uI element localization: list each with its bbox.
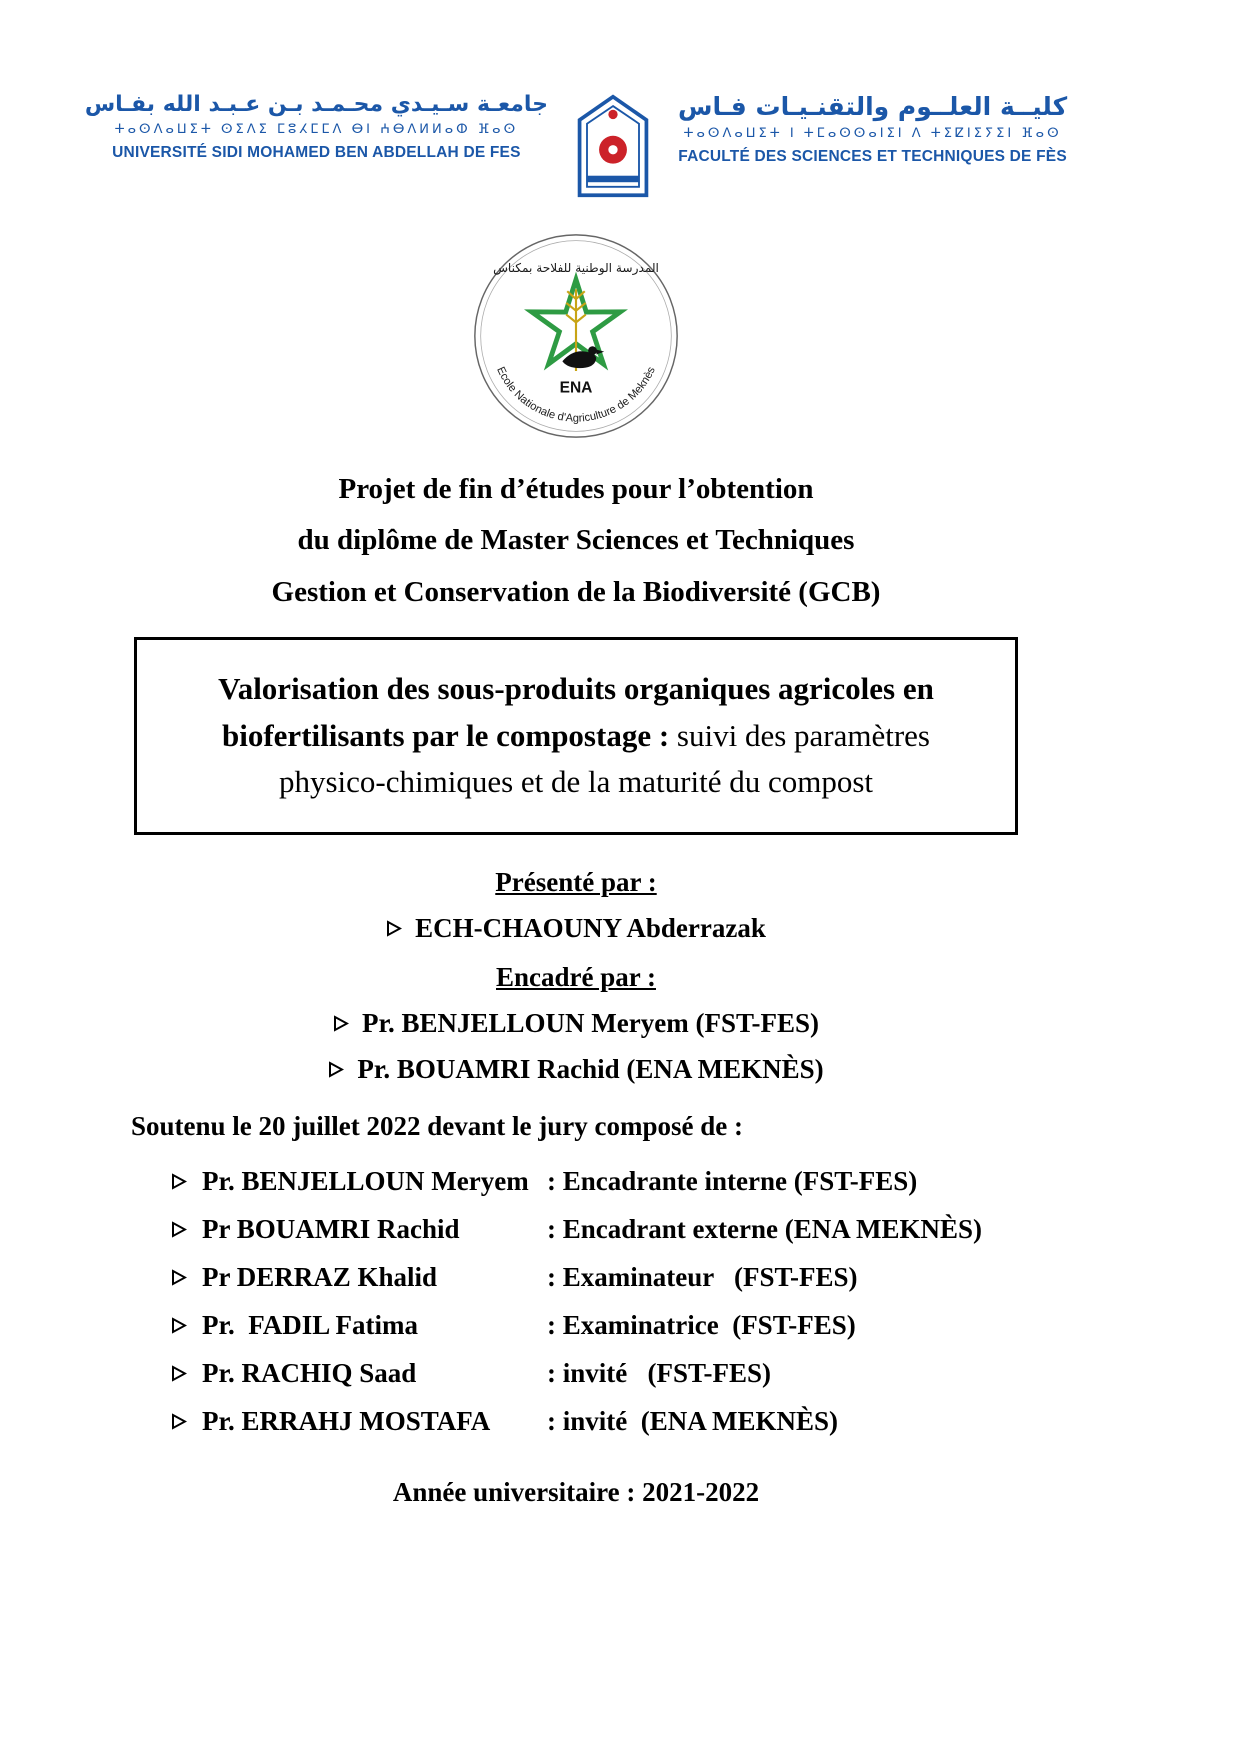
jury-member-name: Pr. BENJELLOUN Meryem bbox=[202, 1165, 529, 1196]
thesis-title-main: Valorisation des sous-produits organiques agricoles en biofertilisants par le compostage : bbox=[218, 671, 934, 753]
presented-by-line bbox=[56, 913, 1096, 944]
arrow-bullet-icon bbox=[171, 1173, 187, 1190]
jury-member-row bbox=[171, 1214, 1096, 1245]
presented-by-heading: Présenté par : bbox=[495, 866, 657, 897]
faculty-name-tifinagh: ⵜⴰⵙⴷⴰⵡⵉⵜ ⵏ ⵜⵎⴰⵙⵙⴰⵏⵉⵏ ⴷ ⵜⵉⵇⵏⵉⵢⵉⵏ ⴼⴰⵙ bbox=[683, 126, 1062, 141]
jury-member-name: Pr DERRAZ Khalid bbox=[202, 1261, 438, 1292]
arrow-bullet-icon bbox=[171, 1413, 187, 1430]
jury-member-row bbox=[171, 1358, 1096, 1389]
degree-line-3: Gestion et Conservation de la Biodiversité (GCB) bbox=[271, 575, 881, 608]
university-block bbox=[85, 92, 548, 162]
arrow-bullet-icon bbox=[171, 1365, 187, 1382]
thesis-title-box bbox=[134, 637, 1018, 835]
arrow-bullet-icon bbox=[171, 1317, 187, 1334]
jury-member-role: : Examinatrice (FST-FES) bbox=[547, 1309, 856, 1340]
page-content bbox=[56, 0, 1096, 1508]
institution-header bbox=[56, 0, 1096, 203]
ena-acronym: ENA bbox=[559, 379, 593, 397]
jury-member-row bbox=[171, 1262, 1096, 1293]
supervisor-line bbox=[56, 1054, 1096, 1085]
ena-seal-icon bbox=[469, 229, 683, 443]
arrow-bullet-icon bbox=[328, 1061, 344, 1078]
jury-member-role: : Encadrante interne (FST-FES) bbox=[547, 1165, 918, 1196]
jury-member-name: Pr. FADIL Fatima bbox=[202, 1309, 418, 1340]
jury-member-role: : Encadrant externe (ENA MEKNÈS) bbox=[547, 1213, 982, 1244]
faculty-name-arabic: كليــة العلــوم والتقنـيـات فـاس bbox=[677, 92, 1068, 121]
degree-line-2: du diplôme de Master Sciences et Techniques bbox=[297, 524, 855, 557]
emblem-base-band bbox=[587, 176, 639, 183]
jury-intro: Soutenu le 20 juillet 2022 devant le jury composé de : bbox=[131, 1110, 743, 1141]
arrow-bullet-icon bbox=[386, 920, 402, 937]
emblem-top-dot bbox=[608, 110, 617, 119]
arrow-bullet-icon bbox=[333, 1015, 349, 1032]
emblem-rosette-center bbox=[608, 145, 617, 154]
supervised-by-heading: Encadré par : bbox=[496, 961, 656, 992]
degree-line-1: Projet de fin d’études pour l’obtention bbox=[338, 473, 814, 505]
arrow-bullet-icon bbox=[171, 1221, 187, 1238]
faculty-block bbox=[678, 92, 1067, 166]
university-logo bbox=[570, 92, 656, 203]
university-name-tifinagh: ⵜⴰⵙⴷⴰⵡⵉⵜ ⵙⵉⴷⵉ ⵎⵓⵃⵎⵎⴷ ⴱⵏ ⵄⴱⴷⵍⵍⴰⵀ ⴼⴰⵙ bbox=[114, 122, 519, 137]
jury-member-row bbox=[171, 1406, 1096, 1437]
supervisor-name: Pr. BENJELLOUN Meryem (FST-FES) bbox=[362, 1007, 819, 1038]
jury-member-row bbox=[171, 1166, 1096, 1197]
faculty-name-latin: FACULTÉ DES SCIENCES ET TECHNIQUES DE FÈS bbox=[678, 148, 1067, 165]
thesis-title-subtitle: suivi des paramètres physico-chimiques et de la maturité du compost bbox=[278, 717, 930, 800]
jury-member-role: : invité (ENA MEKNÈS) bbox=[547, 1405, 839, 1436]
university-name-latin: UNIVERSITÉ SIDI MOHAMED BEN ABDELLAH DE FES bbox=[112, 144, 521, 161]
ena-arabic-text: المدرسة الوطنية للفلاحة بمكناس bbox=[493, 260, 659, 275]
supervisor-name: Pr. BOUAMRI Rachid (ENA MEKNÈS) bbox=[357, 1053, 824, 1084]
jury-member-name: Pr. ERRAHJ MOSTAFA bbox=[202, 1405, 491, 1436]
ena-french-text: Ecole Nationale d'Agriculture de Meknès bbox=[494, 365, 658, 425]
jury-member-role: : Examinateur (FST-FES) bbox=[547, 1261, 858, 1292]
arrow-bullet-icon bbox=[171, 1269, 187, 1286]
academic-year: Année universitaire : 2021-2022 bbox=[392, 1476, 760, 1507]
jury-member-name: Pr BOUAMRI Rachid bbox=[202, 1213, 460, 1244]
jury-list bbox=[171, 1166, 1096, 1437]
university-name-arabic: جامعـة سـيـدي محـمـد بـن عـبـد الله بفـاس bbox=[84, 92, 548, 117]
jury-member-row bbox=[171, 1310, 1096, 1341]
author-name: ECH-CHAOUNY Abderrazak bbox=[415, 912, 766, 943]
ena-logo bbox=[56, 229, 1096, 448]
jury-member-role: : invité (FST-FES) bbox=[547, 1357, 772, 1388]
degree-statement bbox=[56, 474, 1096, 607]
jury-member-name: Pr. RACHIQ Saad bbox=[202, 1357, 417, 1388]
supervisor-line bbox=[56, 1008, 1096, 1039]
university-emblem-icon bbox=[570, 94, 656, 198]
